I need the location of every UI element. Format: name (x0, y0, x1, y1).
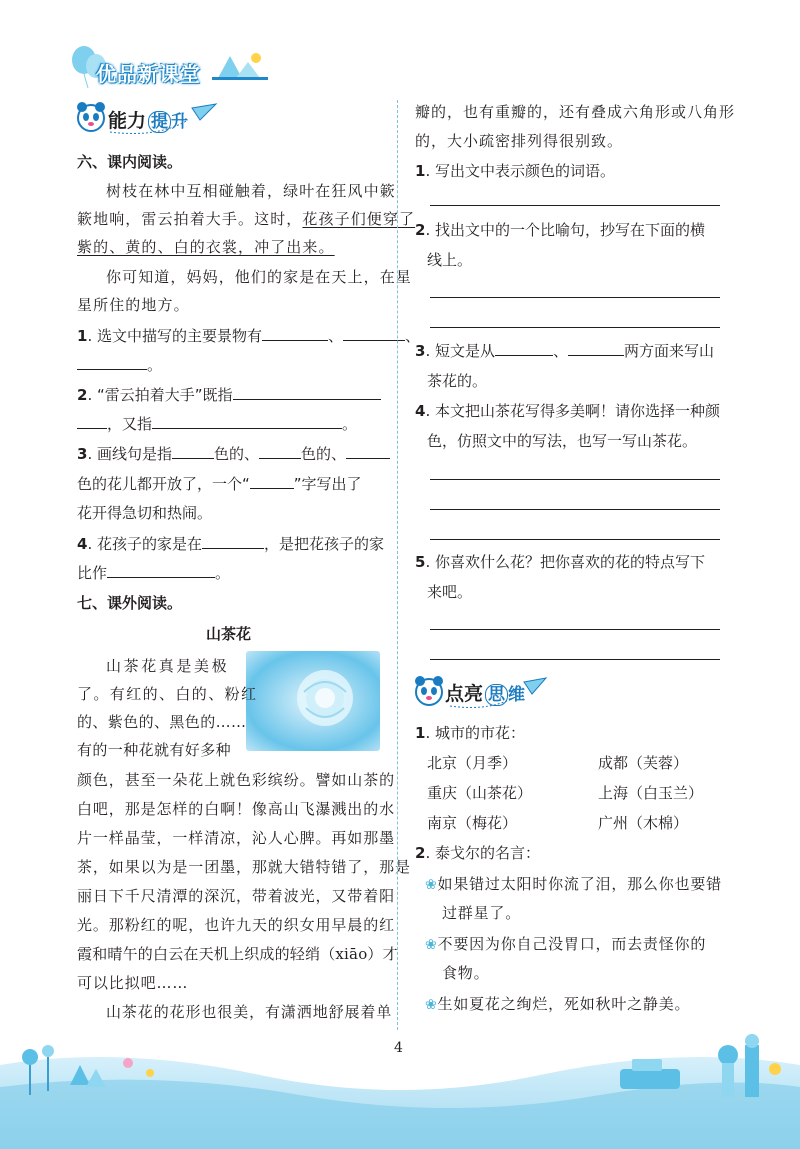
answer-blank[interactable] (262, 326, 328, 341)
part6-q4-line2: 比作 。 (77, 564, 231, 582)
quote-line: ❀生如夏花之绚烂，死如秋叶之静美。 (425, 995, 691, 1013)
column-divider (397, 100, 398, 1030)
section-ability-title: 能力 提 升 (108, 110, 189, 132)
city-flower: 上海（白玉兰） (598, 784, 704, 802)
answer-line[interactable] (430, 205, 720, 206)
answer-line[interactable] (430, 509, 720, 510)
quote-line: 过群星了。 (442, 904, 522, 922)
passage-line: 有的一种花就有好多种 (77, 741, 232, 759)
panda-mascot-icon (412, 674, 446, 708)
quote-line: 食物。 (442, 964, 490, 982)
part6-q3-line2: 色的花儿都开放了，一个“ ”字写出了 (77, 475, 362, 493)
passage-continued-line: 的，大小疏密排列得很别致。 (415, 132, 624, 150)
part6-q1-line2: 。 (77, 355, 162, 375)
think-item1: 1. 城市的市花： (415, 724, 525, 742)
quote-line: ❀如果错过太阳时你流了泪，那么你也要错 (425, 875, 722, 893)
answer-line[interactable] (430, 539, 720, 540)
city-flower: 成都（芙蓉） (598, 754, 689, 772)
quote-line: ❀不要因为你自己没胃口，而去责怪你的 (425, 935, 707, 953)
answer-blank[interactable] (343, 326, 405, 341)
answer-blank[interactable] (202, 534, 264, 549)
right-q5: 5. 你喜欢什么花？把你喜欢的花的特点写下 (415, 553, 705, 571)
think-item2: 2. 泰戈尔的名言： (415, 844, 540, 862)
part6-q1: 1. 选文中描写的主要景物有 、 、 (77, 327, 421, 345)
answer-blank[interactable] (259, 444, 301, 459)
answer-line[interactable] (430, 629, 720, 630)
answer-blank[interactable] (346, 444, 390, 459)
flower-bullet-icon: ❀ (425, 997, 438, 1013)
answer-line[interactable] (430, 327, 720, 328)
right-q3-line2: 茶花的。 (427, 372, 488, 390)
part6-para1-line1: 树枝在林中互相碰触着，绿叶在狂风中簌 (106, 182, 396, 200)
part6-q2-line2: ，又指 。 (77, 414, 357, 434)
passage-line: 了。有红的、白的、粉红 (77, 685, 258, 703)
section-think-title: 点亮 思 维 (445, 683, 526, 705)
passage-line: 颜色，甚至一朵花上就色彩缤纷。譬如山茶的 (77, 771, 396, 789)
right-q1: 1. 写出文中表示颜色的词语。 (415, 162, 615, 180)
passage-line: 可以比拟吧…… (77, 974, 189, 992)
part6-q3-line3: 花开得急切和热闹。 (77, 504, 213, 522)
passage-line: 光。那粉红的呢，也许九天的织女用早晨的红 (77, 916, 396, 934)
passage-line: 的、紫色的、黑色的…… (77, 713, 247, 731)
passage-line: 丽日下千尺清潭的深沉，带着波光，又带着阳 (77, 887, 396, 905)
brand-title: 优品新课堂 (96, 62, 201, 86)
answer-blank[interactable] (495, 341, 553, 356)
answer-blank[interactable] (250, 474, 294, 489)
answer-blank[interactable] (107, 563, 215, 578)
passage-line: 白吧，那是怎样的白啊！像高山飞瀑溅出的水 (77, 800, 396, 818)
part6-para2-line1: 你可知道，妈妈，他们的家是在天上，在星 (106, 268, 412, 286)
answer-line[interactable] (430, 659, 720, 660)
right-q4-line2: 色，仿照文中的写法，也写一写山茶花。 (427, 432, 698, 450)
paper-plane-icon (448, 672, 548, 712)
part6-q4: 4. 花孩子的家是在 ，是把花孩子的家 (77, 535, 384, 553)
flower-bullet-icon: ❀ (425, 877, 438, 893)
answer-blank[interactable] (172, 444, 214, 459)
right-q3: 3. 短文是从 、 两方面来写山 (415, 342, 715, 360)
city-flower: 北京（月季） (427, 754, 518, 772)
city-flower: 南京（梅花） (427, 814, 518, 832)
answer-blank[interactable] (233, 385, 381, 400)
answer-line[interactable] (430, 297, 720, 298)
passage-continued-line: 瓣的，也有重瓣的，还有叠成六角形或八角形 (415, 103, 736, 121)
answer-line[interactable] (430, 479, 720, 480)
right-q4: 4. 本文把山茶花写得多美啊！请你选择一种颜 (415, 402, 720, 420)
page-number: 4 (394, 1040, 403, 1056)
part6-q3: 3. 画线句是指 色的、 色的、 (77, 444, 390, 464)
paper-plane-icon (108, 98, 218, 138)
panda-mascot-icon (74, 100, 108, 134)
part6-para1-line3: 紫的、黄的、白的衣裳，冲了出来。 (77, 238, 335, 256)
passage-line: 山茶花真是美极 (106, 657, 230, 675)
brand-decoration-icon (210, 48, 270, 82)
city-flower: 广州（木棉） (598, 814, 689, 832)
part7-heading: 七、课外阅读。 (77, 594, 183, 612)
part6-heading: 六、课内阅读。 (77, 153, 183, 171)
passage-title: 山茶花 (206, 625, 252, 643)
city-flower: 重庆（山茶花） (427, 784, 533, 802)
flower-bullet-icon: ❀ (425, 937, 438, 953)
answer-blank[interactable] (152, 414, 342, 429)
answer-blank[interactable] (77, 414, 107, 429)
right-q2: 2. 找出文中的一个比喻句，抄写在下面的横 (415, 221, 705, 239)
part6-para1-line2: 簌地响，雷云拍着大手。这时，花孩子们便穿了 (77, 210, 416, 228)
right-q5-line2: 来吧。 (427, 583, 473, 601)
answer-blank[interactable] (77, 355, 147, 370)
passage-line: 片一样晶莹，一样清凉，沁人心脾。再如那墨 (77, 829, 396, 847)
camellia-flower-icon (290, 662, 360, 734)
passage-line: 茶，如果以为是一团墨，那就大错特错了，那是 (77, 858, 411, 876)
part6-q2: 2. “雷云拍着大手”既指 (77, 385, 381, 405)
passage-line: 山茶花的花形也很美，有潇洒地舒展着单 (106, 1003, 393, 1021)
answer-blank[interactable] (568, 341, 624, 356)
right-q2-line2: 线上。 (427, 251, 473, 269)
passage-line: 霞和晴午的白云在天机上织成的轻绡（xiāo）才 (77, 945, 398, 963)
part6-para2-line2: 星所住的地方。 (77, 296, 190, 314)
